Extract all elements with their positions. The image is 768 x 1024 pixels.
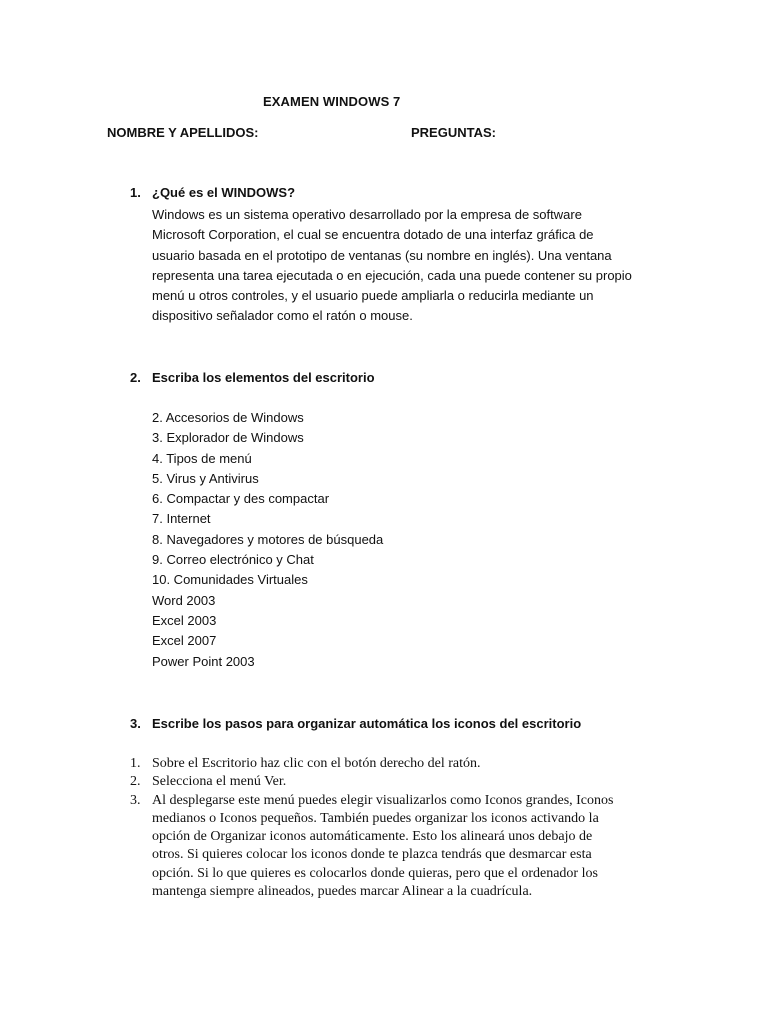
q3-title: Escribe los pasos para organizar automática los iconos del escritorio <box>152 716 582 731</box>
step-line: opción de Organizar iconos automáticamente. Esto los alineará unos debajo de <box>152 829 593 845</box>
step-number: 2. <box>130 774 141 790</box>
list-item: 7. Internet <box>152 511 211 527</box>
list-item: Excel 2003 <box>152 612 217 628</box>
q2-title: Escriba los elementos del escritorio <box>152 370 375 385</box>
list-item: 2. Accesorios de Windows <box>152 410 304 425</box>
list-item: 9. Correo electrónico y Chat <box>152 552 314 568</box>
document-title: EXAMEN WINDOWS 7 <box>263 94 401 109</box>
q1-line: Microsoft Corporation, el cual se encuentra dotado de una interfaz gráfica de <box>152 227 594 243</box>
list-item: 10. Comunidades Virtuales <box>152 572 308 588</box>
step-number: 1. <box>130 756 141 771</box>
step-line: Al desplegarse este menú puedes elegir visualizarlos como Iconos grandes, Iconos <box>152 792 614 808</box>
step-line: mantenga siempre alineados, puedes marcar Alinear a la cuadrícula. <box>152 884 533 900</box>
q1-line: usuario basada en el prototipo de ventanas (su nombre en inglés). Una ventana <box>152 247 612 263</box>
q1-number: 1. <box>130 185 141 200</box>
questions-label: PREGUNTAS: <box>411 125 496 140</box>
step-number: 3. <box>130 792 141 808</box>
name-label: NOMBRE Y APELLIDOS: <box>107 125 259 140</box>
list-item: Word 2003 <box>152 592 216 608</box>
q1-line: Windows es un sistema operativo desarrollado por la empresa de software <box>152 207 582 222</box>
q3-number: 3. <box>130 716 141 731</box>
list-item: 4. Tipos de menú <box>152 450 252 466</box>
list-item: 6. Compactar y des compactar <box>152 491 330 507</box>
q2-number: 2. <box>130 370 141 385</box>
q3-steps <box>130 755 670 901</box>
step-line: otros. Si quieres colocar los iconos donde te plazca tendrás que desmarcar esta <box>152 847 592 863</box>
step-line: Selecciona el menú Ver. <box>152 774 287 790</box>
list-item: 8. Navegadores y motores de búsqueda <box>152 531 384 547</box>
q1-title: ¿Qué es el WINDOWS? <box>152 185 296 200</box>
step-line: Sobre el Escritorio haz clic con el botón derecho del ratón. <box>152 756 481 771</box>
q1-line: representa una tarea ejecutada o en ejecución, cada una puede contener su propio <box>152 267 632 283</box>
q1-line: menú u otros controles, y el usuario puede ampliarla o reducirla mediante un <box>152 288 594 304</box>
step-line: medianos o Iconos pequeños. También puedes organizar los iconos activando la <box>152 810 599 826</box>
step-item <box>130 792 670 902</box>
list-item: 3. Explorador de Windows <box>152 430 304 446</box>
q1-line: dispositivo señalador como el ratón o mouse. <box>152 308 413 324</box>
step-item <box>130 755 670 773</box>
q1-answer <box>152 205 632 327</box>
q2-list <box>152 408 383 672</box>
list-item: Excel 2007 <box>152 633 217 649</box>
step-item <box>130 773 670 791</box>
step-line: opción. Si lo que quieres es colocarlos donde quieras, pero que el ordenador los <box>152 865 598 881</box>
list-item: 5. Virus y Antivirus <box>152 470 259 486</box>
list-item: Power Point 2003 <box>152 653 255 669</box>
